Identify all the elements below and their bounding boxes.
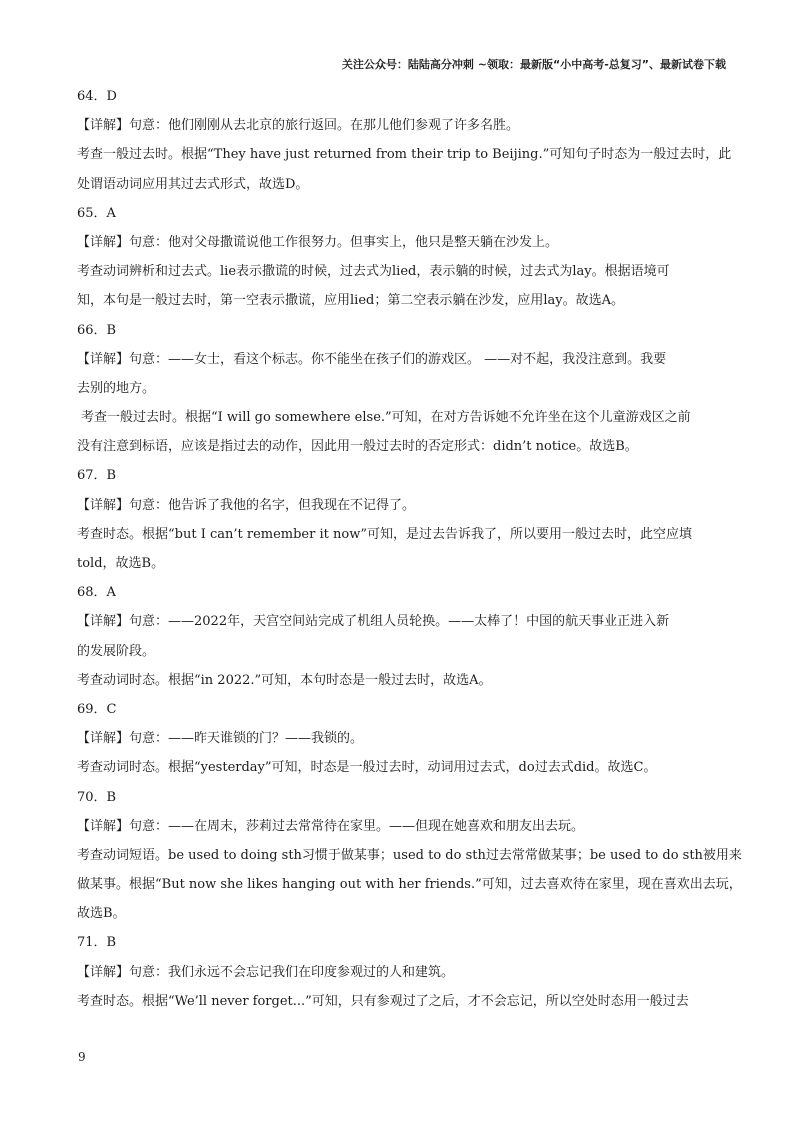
explanation-line: 考查动词短语。be used to doing sth习惯于做某事；used to do sth过去常常做某事；be used to do sth被用来 — [77, 847, 742, 863]
answer-number: 67．B — [77, 468, 117, 484]
answer-number: 68．A — [77, 585, 116, 601]
explanation-line: told，故选B。 — [77, 556, 165, 571]
explanation-line: 考查一般过去时。根据“I will go somewhere else.”可知，在对方告诉她不允许坐在这个儿童游戏区之前 — [81, 410, 691, 426]
answer-number: 65．A — [77, 205, 116, 221]
explanation-line: 没有注意到标语，应该是指过去的动作，因此用一般过去时的否定形式：didn’t notice。故选B。 — [77, 439, 638, 455]
explanation-line: 【详解】句意：他告诉了我他的名字，但我现在不记得了。 — [77, 497, 416, 513]
explanation-line: 【详解】句意：——2022年，天宫空间站完成了机组人员轮换。——太棒了！中国的航天事业正进入新 — [77, 614, 670, 630]
answer-number: 71．B — [77, 935, 117, 951]
explanation-line: 知，本句是一般过去时，第一空表示撒谎，应用lied；第二空表示躺在沙发，应用lay。故选A。 — [77, 293, 624, 309]
explanation-line: 的发展阶段。 — [77, 643, 156, 659]
explanation-line: 处谓语动词应用其过去式形式，故选D。 — [77, 176, 309, 192]
answer-number: 69．C — [77, 701, 117, 717]
answer-number: 66．B — [77, 322, 117, 338]
explanation-line: 【详解】句意：——昨天谁锁的门？——我锁的。 — [77, 731, 364, 747]
explanation-line: 考查一般过去时。根据“They have just returned from their trip to Beijing.”可知句子时态为一般过去时，此 — [77, 147, 732, 163]
explanation-line: 去别的地方。 — [77, 380, 156, 396]
explanation-line: 【详解】句意：——女士，看这个标志。你不能坐在孩子们的游戏区。 ——对不起，我没注意到。我要 — [77, 351, 667, 367]
page-header: 关注公众号：陆陆高分冲刺 ~领取：最新版“小中高考-总复习”、最新试卷下载 — [341, 58, 726, 71]
explanation-line: 做某事。根据“But now she likes hanging out with her friends.”可知，过去喜欢待在家里，现在喜欢出去玩， — [77, 877, 742, 893]
explanation-line: 考查时态。根据“We’ll never forget...”可知，只有参观过了之后，才不会忘记，所以空处时态用一般过去 — [77, 993, 689, 1009]
explanation-line: 【详解】句意：他们刚刚从去北京的旅行返回。在那儿他们参观了许多名胜。 — [77, 118, 520, 134]
explanation-line: 考查动词时态。根据“yesterday”可知，时态是一般过去时，动词用过去式，do过去式did。故选C。 — [77, 760, 657, 776]
explanation-line: 【详解】句意：他对父母撒谎说他工作很努力。但事实上，他只是整天躺在沙发上。 — [77, 234, 559, 250]
answer-number: 70．B — [77, 789, 117, 805]
explanation-line: 考查时态。根据“but I can’t remember it now”可知，是过去告诉我了，所以要用一般过去时，此空应填 — [77, 526, 692, 542]
document-body — [77, 82, 742, 1016]
answer-number: 64．D — [77, 89, 117, 104]
explanation-line: 故选B。 — [77, 906, 126, 922]
explanation-line: 【详解】句意：我们永远不会忘记我们在印度参观过的人和建筑。 — [77, 964, 455, 980]
page-number: 9 — [78, 1050, 86, 1064]
explanation-line: 考查动词辨析和过去式。lie表示撒谎的时候，过去式为lied，表示躺的时候，过去式为lay。根据语境可 — [77, 264, 670, 280]
explanation-line: 【详解】句意：——在周末，莎莉过去常常待在家里。——但现在她喜欢和朋友出去玩。 — [77, 818, 585, 834]
explanation-line: 考查动词时态。根据“in 2022.”可知，本句时态是一般过去时，故选A。 — [77, 672, 492, 688]
